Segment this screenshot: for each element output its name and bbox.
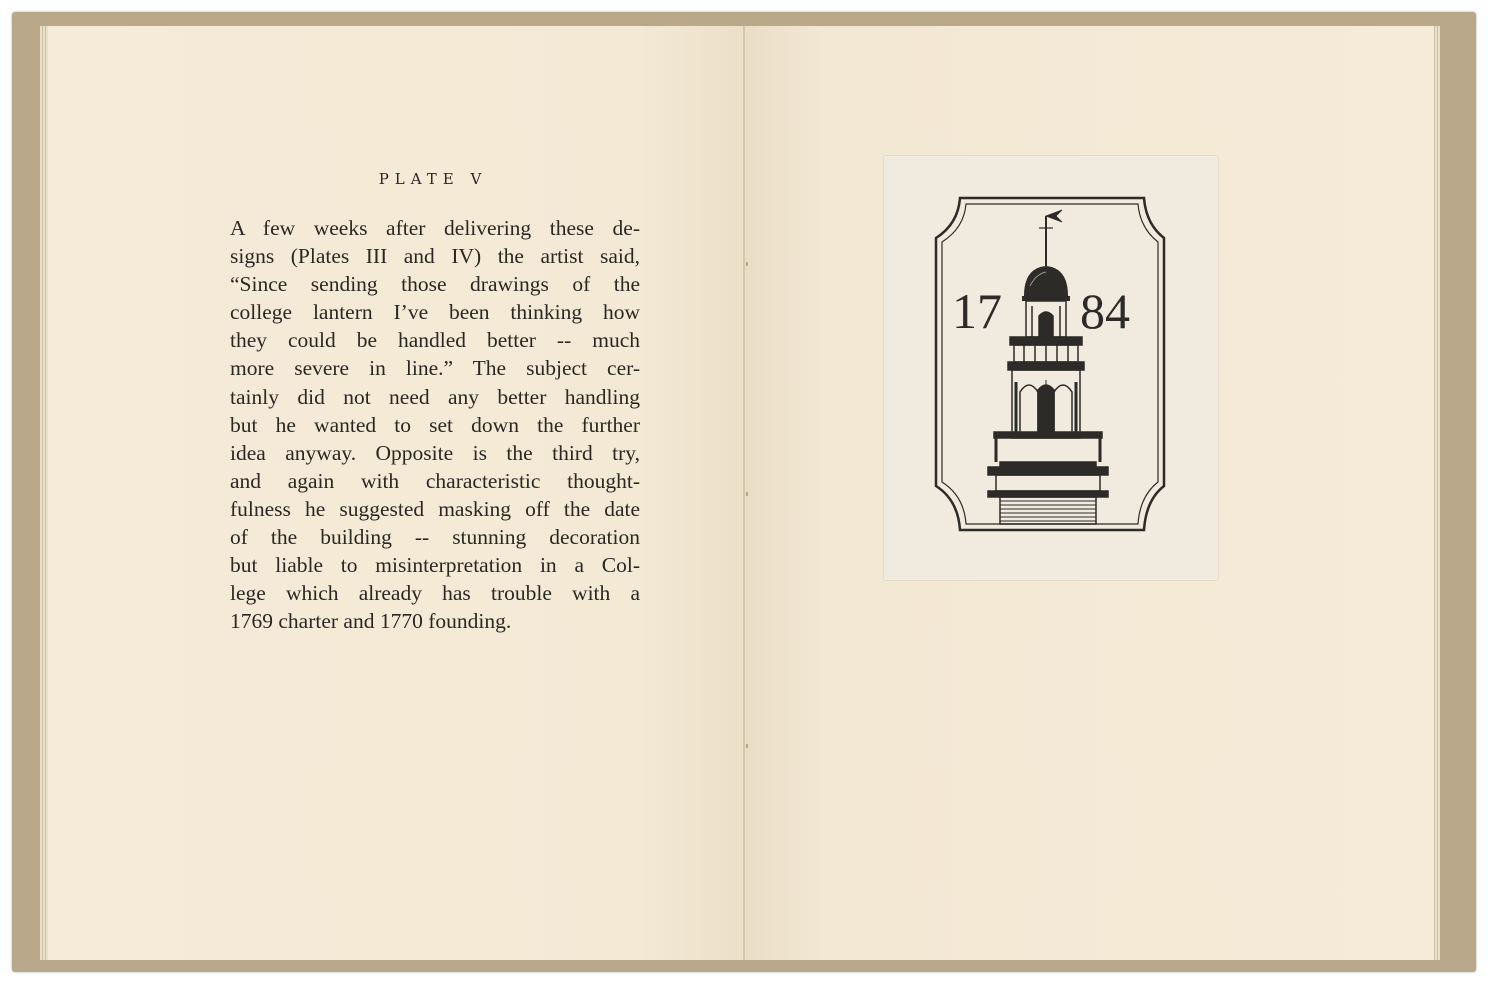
binding-stitch	[746, 744, 748, 748]
text-line: signs (Plates III and IV) the artist said,	[230, 244, 640, 269]
cupola-lantern-woodcut	[884, 156, 1218, 580]
plate-description	[230, 214, 640, 635]
text-line: fulness he suggested masking off the date	[230, 496, 640, 521]
text-line: of the building -- stunning decoration	[230, 525, 640, 550]
binding-stitch	[746, 492, 748, 496]
year-left: 17	[952, 283, 1002, 339]
text-line: lege which already has trouble with a	[230, 581, 640, 606]
text-line: more severe in line.” The subject cer-	[230, 356, 640, 381]
book-gutter	[743, 26, 745, 960]
text-line: they could be handled better -- much	[230, 328, 640, 353]
tipped-in-plate	[884, 156, 1218, 580]
binding-stitch	[746, 262, 748, 266]
text-line: but he wanted to set down the further	[230, 412, 640, 437]
text-line: “Since sending those drawings of the	[230, 272, 640, 297]
plate-title: PLATE V	[378, 170, 488, 188]
text-line: idea anyway. Opposite is the third try,	[230, 440, 640, 465]
year-right: 84	[1080, 283, 1130, 339]
text-line: college lantern I’ve been thinking how	[230, 300, 640, 325]
text-line: but liable to misinterpretation in a Col-	[230, 553, 640, 578]
text-line: 1769 charter and 1770 founding.	[230, 609, 512, 634]
text-line: and again with characteristic thought-	[230, 468, 640, 493]
text-line: A few weeks after delivering these de-	[230, 216, 640, 240]
text-line: tainly did not need any better handling	[230, 384, 640, 409]
